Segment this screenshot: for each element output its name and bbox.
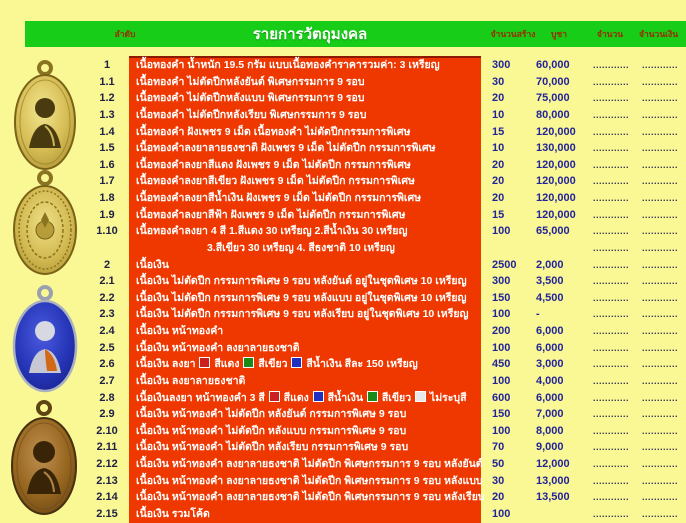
made-count: 300	[492, 59, 511, 71]
made-count: 20	[492, 92, 505, 105]
row-description: เนื้อเงิน หน้าทองคำ	[136, 325, 224, 337]
row-description: เนื้อทองคำลงยาสีเขียว ฝังเพชร 9 เม็ด ไม่ตัดปีก กรรมการพิเศษ	[136, 175, 415, 188]
price-value: 80,000	[536, 108, 570, 121]
row-number: 1.8	[99, 192, 115, 204]
quantity-dots: ............	[592, 375, 629, 386]
table-row	[85, 423, 686, 440]
row-description: เนื้อเงิน หน้าทองคำ ลงยาลายธงชาติ ไม่ตัดปีก พิเศษกรรมการ 9 รอบ หลังเรียบ	[136, 491, 485, 504]
made-count: 30	[492, 75, 505, 88]
row-description: เนื้อทองคำลงยาสีแดง ฝังเพชร 9 เม็ด ไม่ตัดปีก กรรมการพิเศษ	[136, 158, 411, 171]
row-number: 2.10	[96, 424, 118, 437]
row-description: เนื้อเงิน ลงยาลายธงชาติ	[136, 374, 246, 387]
table-row	[85, 323, 686, 340]
row-description: เนื้อเงิน หน้าทองคำ ลงยาลายธงชาติ ไม่ตัดปีก พิเศษกรรมการ 9 รอบ หลังแบบ	[136, 474, 483, 487]
price-value: 13,000	[536, 474, 570, 487]
made-count: 50	[492, 458, 505, 470]
amount-dots: ............	[641, 292, 678, 303]
price-value: 120,000	[536, 208, 576, 221]
made-count: 20	[492, 175, 505, 188]
header-amount: จำนวนเงิน	[638, 29, 678, 39]
color-square-icon	[291, 357, 302, 368]
quantity-dots: ............	[592, 159, 629, 170]
row-number: 2.13	[96, 474, 118, 487]
color-square-icon	[313, 391, 324, 402]
price-value: 4,000	[536, 374, 564, 387]
table-row	[85, 340, 686, 357]
row-description: เนื้อทองคำ ไม่ตัดปีกหลังเรียบ พิเศษกรรมการ 9 รอบ	[136, 108, 367, 121]
amount-dots: ............	[641, 93, 678, 104]
table-row	[85, 306, 686, 323]
table-row	[85, 390, 686, 407]
made-count: 100	[492, 374, 511, 387]
table-row	[85, 107, 686, 124]
row-description: เนื้อเงิน ไม่ตัดปีก กรรมการพิเศษ 9 รอบ หลังเรียบ อยู่ในชุดพิเศษ 10 เหรียญ	[136, 308, 469, 321]
row-number: 2.6	[99, 358, 115, 371]
row-description: เนื้อทองคำ น้ำหนัก 19.5 กรัม แบบเนื้อทองคำราคารวมค่า: 3 เหรียญ	[136, 59, 440, 71]
made-count: 10	[492, 142, 505, 155]
medal-loop	[38, 402, 50, 414]
price-value: 130,000	[536, 142, 576, 155]
row-number: 2.3	[99, 308, 115, 321]
row-number: 2	[103, 258, 111, 271]
row-description: เนื้อทองคำ ไม่ตัดปีกหลังยันต์ พิเศษกรรมการ 9 รอบ	[136, 75, 365, 88]
amount-dots: ............	[641, 459, 678, 469]
row-description: เนื้อทองคำลงยา 4 สี 1.สีแดง 30 เหรียญ 2.สีน้ำเงิน 30 เหรียญ	[136, 225, 408, 238]
row-description: เนื้อทองคำลงยาลายธงชาติ ฝังเพชร 9 เม็ด ไม่ตัดปีก กรรมการพิเศษ	[136, 142, 436, 155]
row-number: 1.6	[99, 158, 115, 171]
price-value: 3,500	[536, 275, 564, 288]
row-number: 1.3	[99, 108, 115, 121]
quantity-dots: ............	[592, 359, 629, 370]
table-row	[85, 124, 686, 141]
made-count: 100	[492, 507, 511, 520]
quantity-dots: ............	[592, 76, 629, 87]
amount-dots: ............	[641, 475, 678, 486]
header-made-count: จำนวนสร้าง	[490, 29, 536, 39]
row-description: 3.สีเขียว 30 เหรียญ 4. สีธงชาติ 10 เหรียญ	[207, 241, 395, 254]
row-description: เนื้อเงิน หน้าทองคำ ไม่ตัดปีก หลังยันต์ กรรมการพิเศษ 9 รอบ	[136, 408, 407, 421]
row-description: เนื้อเงิน หน้าทองคำ ลงยาลายธงชาติ	[136, 341, 300, 354]
amount-dots: ............	[641, 242, 678, 253]
amount-dots: ............	[641, 60, 678, 70]
row-number: 1.9	[99, 208, 115, 221]
quantity-dots: ............	[592, 292, 629, 303]
color-square-icon	[269, 391, 280, 402]
medal-loop	[39, 172, 51, 184]
price-value	[532, 240, 587, 257]
row-number: 1.4	[99, 125, 115, 138]
amount-dots: ............	[641, 342, 678, 353]
quantity-dots: ............	[592, 459, 629, 469]
table-row	[85, 74, 686, 91]
table-row	[85, 257, 686, 274]
quantity-dots: ............	[592, 309, 629, 320]
table-row	[85, 473, 686, 490]
amount-dots: ............	[641, 109, 678, 120]
row-description: เนื้อเงิน หน้าทองคำ ไม่ตัดปีก หลังเรียบ กรรมการพิเศษ 9 รอบ	[136, 441, 409, 454]
row-number: 1.1	[99, 75, 115, 88]
made-count: 20	[492, 491, 505, 504]
quantity-dots: ............	[592, 276, 629, 287]
amount-dots: ............	[641, 409, 678, 420]
table-row	[85, 356, 686, 373]
row-number: 2.7	[99, 374, 115, 387]
made-count	[482, 240, 532, 257]
row-description: เนื้อทองคำ ฝังเพชร 9 เม็ด เนื้อทองคำ ไม่ตัดปีกกรรมการพิเศษ	[136, 125, 411, 138]
table-row	[85, 456, 686, 473]
made-count: 200	[492, 325, 511, 337]
amount-dots: ............	[641, 226, 678, 237]
row-description: เนื้อเงิน หน้าทองคำ ไม่ตัดปีก หลังแบบ กรรมการพิเศษ 9 รอบ	[136, 424, 407, 437]
row-number: 2.14	[96, 491, 118, 504]
price-value: 3,000	[536, 358, 564, 371]
made-count: 100	[492, 341, 511, 354]
made-count: 300	[492, 275, 511, 288]
row-number: 2.12	[96, 458, 118, 470]
quantity-dots: ............	[592, 126, 629, 137]
amount-dots: ............	[641, 326, 678, 336]
price-value: 120,000	[536, 175, 576, 188]
gold-medal-front-image	[0, 56, 88, 174]
row-number: 2.11	[96, 441, 118, 454]
price-value: 13,500	[536, 491, 570, 504]
quantity-dots: ............	[592, 342, 629, 353]
price-value	[532, 506, 587, 523]
row-number: 1.10	[96, 225, 118, 238]
price-value: 60,000	[536, 59, 570, 71]
copper-medal-image	[0, 396, 88, 523]
made-count: 100	[492, 308, 511, 321]
price-value: 6,000	[536, 341, 564, 354]
table-row	[85, 190, 686, 207]
row-number: 1	[103, 59, 111, 71]
made-count: 20	[492, 192, 505, 204]
quantity-dots: ............	[592, 242, 629, 253]
row-number: 2.2	[99, 291, 115, 304]
price-value: 75,000	[536, 92, 570, 105]
row-number: 1.5	[99, 142, 115, 155]
price-value: 9,000	[536, 441, 564, 454]
quantity-dots: ............	[592, 492, 629, 503]
made-count: 150	[492, 408, 511, 421]
quantity-dots: ............	[592, 226, 629, 237]
quantity-dots: ............	[592, 425, 629, 436]
amount-dots: ............	[641, 259, 678, 270]
table-row	[85, 140, 686, 157]
row-description: เนื้อเงิน	[136, 258, 169, 271]
table-row	[85, 240, 686, 257]
amulet-photo-column	[0, 0, 88, 523]
amount-dots: ............	[641, 508, 678, 519]
made-count: 15	[492, 208, 505, 221]
quantity-dots: ............	[592, 259, 629, 270]
gold-medal-back-image	[0, 168, 88, 278]
color-square-icon	[199, 357, 210, 368]
price-value: 8,000	[536, 424, 564, 437]
amount-dots: ............	[641, 359, 678, 370]
table-row	[85, 57, 686, 74]
amount-dots: ............	[641, 492, 678, 503]
row-number: 2.9	[99, 408, 115, 421]
table-header-bar	[25, 21, 686, 47]
amount-dots: ............	[641, 193, 678, 203]
row-description: เนื้อเงินลงยา หน้าทองคำ 3 สี สีแดง สีน้ำเงิน สีเขียว ไม่ระบุสี	[136, 391, 467, 404]
price-value: 65,000	[536, 225, 570, 238]
made-count: 100	[492, 424, 511, 437]
quantity-dots: ............	[592, 442, 629, 453]
amount-dots: ............	[641, 442, 678, 453]
color-square-icon	[415, 391, 426, 402]
price-value: -	[536, 308, 540, 321]
row-number: 2.15	[96, 507, 118, 520]
table-row	[85, 290, 686, 307]
quantity-dots: ............	[592, 326, 629, 336]
row-number: 1.7	[99, 175, 115, 188]
table-row	[85, 406, 686, 423]
made-count: 70	[492, 441, 505, 454]
quantity-dots: ............	[592, 93, 629, 104]
row-description: เนื้อทองคำ ไม่ตัดปีกหลังแบบ พิเศษกรรมการ 9 รอบ	[136, 92, 365, 105]
made-count: 30	[492, 474, 505, 487]
made-count: 20	[492, 158, 505, 171]
row-number: 2.1	[99, 275, 115, 288]
price-value: 70,000	[536, 75, 570, 88]
table-row	[85, 223, 686, 240]
row-description: เนื้อทองคำลงยาสีฟ้า ฝังเพชร 9 เม็ด ไม่ตัดปีก กรรมการพิเศษ	[136, 208, 406, 221]
header-price: บูชา	[551, 29, 567, 39]
row-description: เนื้อเงิน ไม่ตัดปีก กรรมการพิเศษ 9 รอบ หลังแบบ อยู่ในชุดพิเศษ 10 เหรียญ	[136, 291, 467, 304]
row-description: เนื้อเงิน หน้าทองคำ ลงยาลายธงชาติ ไม่ตัดปีก พิเศษกรรมการ 9 รอบ หลังยันต์	[136, 458, 483, 470]
amount-dots: ............	[641, 126, 678, 137]
price-value: 4,500	[536, 291, 564, 304]
amount-dots: ............	[641, 375, 678, 386]
row-description: เนื้อทองคำลงยาสีน้ำเงิน ฝังเพชร 9 เม็ด ไม่ตัดปีก กรรมการพิเศษ	[136, 192, 422, 204]
table-row	[85, 439, 686, 456]
table-row	[85, 173, 686, 190]
quantity-dots: ............	[592, 475, 629, 486]
quantity-dots: ............	[592, 193, 629, 203]
quantity-dots: ............	[592, 176, 629, 187]
amount-dots: ............	[641, 425, 678, 436]
table-row	[85, 506, 686, 523]
amount-dots: ............	[641, 309, 678, 320]
header-order: ลำดับ	[114, 29, 136, 39]
page-title: รายการวัตถุมงคล	[252, 26, 368, 43]
amount-dots: ............	[641, 392, 678, 403]
quantity-dots: ............	[592, 60, 629, 70]
price-value: 120,000	[536, 192, 576, 204]
color-square-icon	[367, 391, 378, 402]
table-row	[85, 90, 686, 107]
price-value: 12,000	[536, 458, 570, 470]
made-count: 150	[492, 291, 511, 304]
amount-dots: ............	[641, 143, 678, 154]
table-body	[85, 57, 686, 523]
row-number: 2.8	[99, 391, 115, 404]
row-description: เนื้อเงิน ลงยา สีแดง สีเขียว สีน้ำเงิน สีละ 150 เหรียญ	[136, 358, 418, 371]
table-row	[85, 489, 686, 506]
amount-dots: ............	[641, 159, 678, 170]
amount-dots: ............	[641, 209, 678, 220]
row-description: เนื้อเงิน รวมโค้ด	[136, 507, 210, 520]
table-row	[85, 273, 686, 290]
medal-loop	[39, 62, 51, 74]
price-value: 6,000	[536, 325, 564, 337]
price-value: 6,000	[536, 391, 564, 404]
medal-loop	[39, 287, 51, 299]
row-number: 2.4	[99, 325, 115, 337]
table-row	[85, 207, 686, 224]
made-count: 10	[492, 108, 505, 121]
color-square-icon	[243, 357, 254, 368]
made-count: 100	[492, 225, 511, 238]
made-count: 450	[492, 358, 511, 371]
quantity-dots: ............	[592, 109, 629, 120]
made-count: 600	[492, 391, 511, 404]
made-count: 2500	[492, 258, 517, 271]
price-value: 120,000	[536, 125, 576, 138]
table-row	[85, 373, 686, 390]
price-value: 120,000	[536, 158, 576, 171]
quantity-dots: ............	[592, 409, 629, 420]
row-number: 1.2	[99, 92, 115, 105]
quantity-dots: ............	[592, 209, 629, 220]
table-row	[85, 157, 686, 174]
amount-dots: ............	[641, 276, 678, 287]
made-count: 15	[492, 125, 505, 138]
quantity-dots: ............	[592, 508, 629, 519]
price-value: 2,000	[536, 258, 564, 271]
quantity-dots: ............	[592, 392, 629, 403]
row-description: เนื้อเงิน ไม่ตัดปีก กรรมการพิเศษ 9 รอบ หลังยันต์ อยู่ในชุดพิเศษ 10 เหรียญ	[136, 275, 467, 288]
blue-enamel-medal-image	[0, 283, 88, 395]
row-number	[85, 240, 129, 257]
amount-dots: ............	[641, 176, 678, 187]
amount-dots: ............	[641, 76, 678, 87]
price-value: 7,000	[536, 408, 564, 421]
row-number: 2.5	[99, 341, 115, 354]
header-quantity: จำนวน	[596, 29, 624, 39]
quantity-dots: ............	[592, 143, 629, 154]
